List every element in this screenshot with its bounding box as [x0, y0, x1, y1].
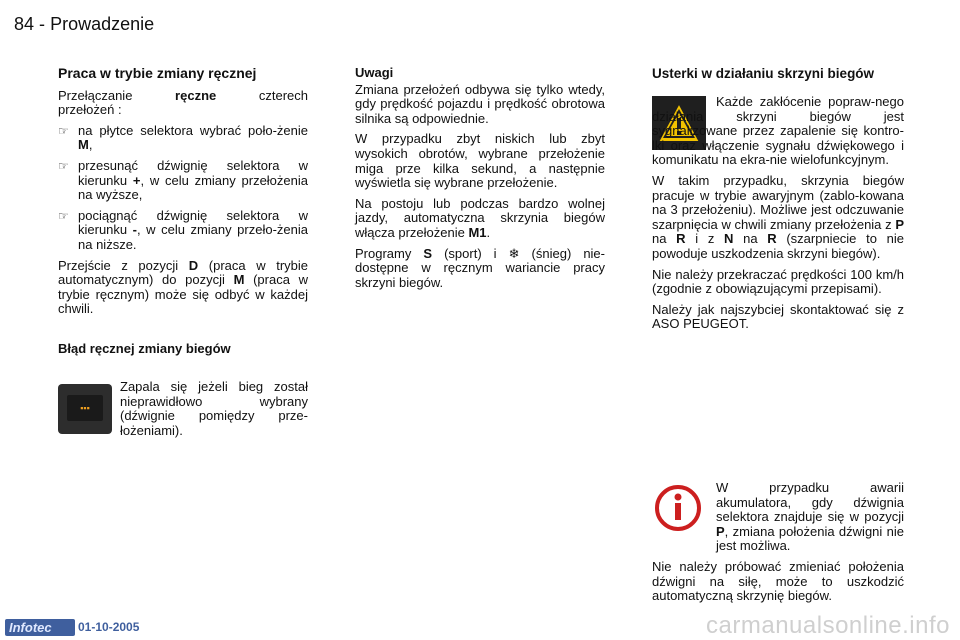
notes-paragraph: W przypadku zbyt niskich lub zbyt wysokich obrotów, wybrane przełożenie miga prze kilka sekund, a następnie wyświetla się wybrane przełożenie.	[355, 131, 605, 191]
middle-column	[355, 66, 605, 296]
header-separator: -	[39, 14, 46, 34]
notes-heading: Uwagi	[355, 65, 394, 80]
intro-bold: ręczne	[175, 87, 217, 103]
notes-paragraph: Na postoju lub podczas bardzo wolnej jazdy, automatyczna skrzynia biegów włącza przełożenie M1.	[355, 195, 605, 240]
notes-paragraph: Programy S (sport) i ❄ (śnieg) nie-dostępne w ręcznym wariancie pracy skrzyni biegów.	[355, 245, 605, 290]
page-number: 84	[14, 14, 35, 34]
battery-text	[652, 481, 904, 610]
manual-intro	[58, 89, 308, 118]
intro-text-end: czterech przełożeń :	[58, 87, 308, 118]
battery-warning-paragraph: Nie należy próbować zmieniać położenia dźwigni na siłę, może to uszkodzić automatyczną skrzynię biegów.	[652, 558, 904, 604]
faults-paragraph: Każde zakłócenie popraw-nego działania skrzyni biegów jest sygnalizowane przez zapalenie się kontro-lki oraz włączenie sygnału dźwiękowego i komunikatu na ekra-nie wielofunkcyjnym.	[652, 94, 904, 168]
list-item: ☞ przesunąć dźwignię selektora w kierunku +, w celu zmiany przełożenia na wyższe,	[58, 157, 308, 203]
faults-paragraph: Nie należy przekraczać prędkości 100 km/h (zgodnie z obowiązującymi przepisami).	[652, 266, 904, 297]
notes-paragraph: Zmiana przełożeń odbywa się tylko wtedy, gdy prędkość pojazdu i prędkość obrotowa silnika są odpowiednie.	[355, 81, 605, 126]
list-item: ☞ pociągnąć dźwignię selektora w kierunku -, w celu zmiany przeło-żenia na niższe.	[58, 207, 308, 252]
transition-paragraph: Przejście z pozycji D (praca w trybie automatycznym) do pozycji M (praca w trybie ręcznym) może się odbyć w każdej chwili.	[58, 257, 308, 317]
left-column	[58, 66, 308, 323]
faults-paragraph: Należy jak najszybciej skontaktować się z ASO PEUGEOT.	[652, 301, 904, 332]
error-description: Zapala się jeżeli bieg został nieprawidłowo wybrany (dźwignie pomiędzy prze-łożeniami).	[120, 379, 308, 438]
pointing-hand-icon: ☞	[58, 208, 69, 223]
faults-heading: Usterki w działaniu skrzyni biegów	[652, 66, 875, 81]
list-item: ☞ na płytce selektora wybrać poło-żenie M,	[58, 122, 308, 153]
page-header	[14, 14, 154, 35]
battery-paragraph: W przypadku awarii akumulatora, gdy dźwignia selektora znajduje się w pozycji P, zmiana położenia dźwigni nie jest możliwa.	[716, 480, 904, 554]
snowflake-icon: ❄	[508, 245, 520, 261]
pointing-hand-icon: ☞	[58, 158, 69, 173]
intro-text: Przełączanie	[58, 87, 133, 103]
faults-paragraph: W takim przypadku, skrzynia biegów pracuje w trybie awaryjnym (zablo-kowana na 3 przełożeniu). Możliwe jest odczuwanie szarpnięcia w chwili zmiany przełożenia z P na R i z N na R (szarpniecie to nie powoduje uszkodzenia skrzyni biegów).	[652, 172, 904, 261]
faults-text	[652, 95, 904, 338]
footer-date: 01-10-2005	[78, 620, 140, 634]
gearbox-fault-icon: ▪▪▪	[58, 384, 112, 434]
pointing-hand-icon: ☞	[58, 123, 69, 138]
error-heading: Błąd ręcznej zmiany biegów	[58, 341, 231, 356]
watermark: carmanualsonline.info	[706, 612, 950, 639]
infotec-logo: Infotec	[5, 619, 75, 636]
manual-mode-heading: Praca w trybie zmiany ręcznej	[58, 65, 257, 81]
page-title: Prowadzenie	[50, 14, 155, 34]
